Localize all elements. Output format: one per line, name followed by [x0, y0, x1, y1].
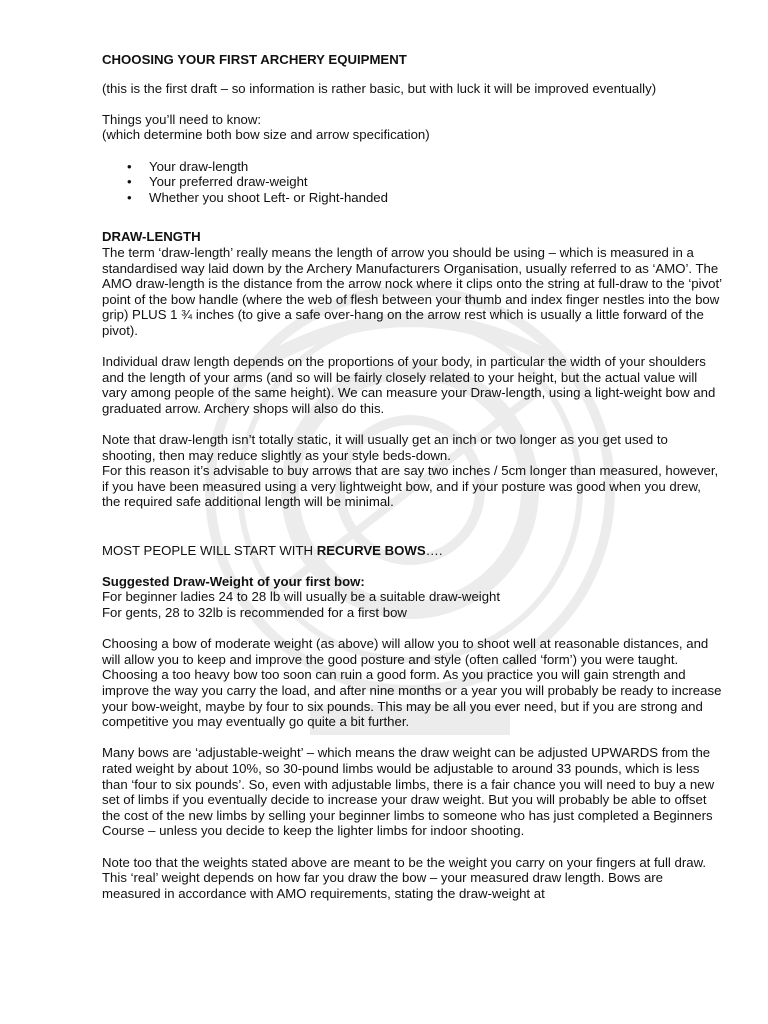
document-title: CHOOSING YOUR FIRST ARCHERY EQUIPMENT — [102, 52, 407, 67]
recurve-intro-line — [102, 543, 722, 559]
weight-paragraph-2: Many bows are ‘adjustable-weight’ – which means the draw weight can be adjusted UPWARDS from the rated weight by about 10%, so 30-pound limbs would be adjustable to around 33 pounds, which is less than ‘four to six pounds’. So, even with adjustable limbs, there is a fair chance you will need to buy a new set of limbs if you eventually decide to increase your draw weight. But you will probably be able to offset the cost of the new limbs by selling your beginner limbs to someone who has just completed a Beginners Course – unless you decide to keep the lighter limbs for indoor shooting. — [102, 745, 715, 839]
suggested-weight-heading: Suggested Draw-Weight of your first bow: — [102, 573, 365, 589]
draw-length-paragraph-3b: For this reason it’s advisable to buy arrows that are say two inches / 5cm longer than measured, however, if you have been measured using a very lightweight bow, and if your posture was good when you drew, the required safe additional length will be minimal. — [102, 463, 719, 510]
recurve-prefix: MOST PEOPLE WILL START WITH — [102, 542, 317, 558]
list-item: • Your draw-length — [149, 159, 722, 175]
recurve-bold-text: RECURVE BOWS — [316, 542, 426, 558]
document-body — [102, 52, 722, 917]
weight-paragraph-3: Note too that the weights stated above are meant to be the weight you carry on your fingers at full draw. This ‘real’ weight depends on how far you draw the bow – your measured draw length. Bows are measured in accordance with AMO requirements, stating the draw-weight at — [102, 854, 707, 901]
draw-length-paragraph-2: Individual draw length depends on the proportions of your body, in particular the width of your shoulders and the length of your arms (and so will be fairly closely related to your height, but the actual value will vary among people of the same height). We can measure your Draw-length, using a light-weight bow and graduated arrow. Archery shops will also do this. — [102, 354, 716, 416]
spacer — [102, 526, 722, 543]
recurve-suffix: …. — [425, 542, 443, 558]
list-item: • Your preferred draw-weight — [149, 174, 722, 190]
things-heading: Things you’ll need to know: — [102, 111, 262, 127]
weight-paragraph-1: Choosing a bow of moderate weight (as above) will allow you to shoot well at reasonable distances, and will allow you to keep and improve the good posture and style (often called ‘form’) you were taught. Choosing a too heavy bow too soon can ruin a good form. As you practice you will gain strength and improve the way you carry the load, and after nine months or a year you will probably be ready to increase your bow-weight, maybe by four to six pounds. This may be all you ever need, but if you are strong and competitive you may eventually go quite a bit further. — [102, 636, 722, 730]
suggested-weight-ladies: For beginner ladies 24 to 28 lb will usually be a suitable draw-weight — [102, 589, 501, 605]
intro-paragraph: (this is the first draft – so information is rather basic, but with luck it will be improved eventually) — [102, 80, 657, 96]
spacer — [102, 205, 722, 229]
suggested-weight-gents: For gents, 28 to 32lb is recommended for a first bow — [102, 605, 407, 620]
draw-length-paragraph-1: The term ‘draw-length’ really means the length of arrow you should be using – which is measured in a standardised way laid down by the Archery Manufacturers Organisation, usually referred to as ‘AMO’. The AMO draw-length is the distance from the arrow nock where it clips onto the string at full-draw to the ‘pivot’ point of the bow handle (where the web of flesh between your thumb and index finger nestles into the bow grip) PLUS 1 ¾ inches (to give a safe over-hang on the arrow rest which is usually a little forward of the pivot). — [102, 244, 722, 338]
list-item: • Whether you shoot Left- or Right-handed — [149, 190, 722, 206]
things-subheading: (which determine both bow size and arrow specification) — [102, 127, 430, 143]
section-heading-draw-length: DRAW-LENGTH — [102, 229, 201, 245]
requirements-list — [102, 159, 722, 206]
draw-length-paragraph-3a: Note that draw-length isn’t totally static, it will usually get an inch or two longer as you get used to shooting, then may reduce slightly as your style beds-down. — [102, 432, 668, 463]
